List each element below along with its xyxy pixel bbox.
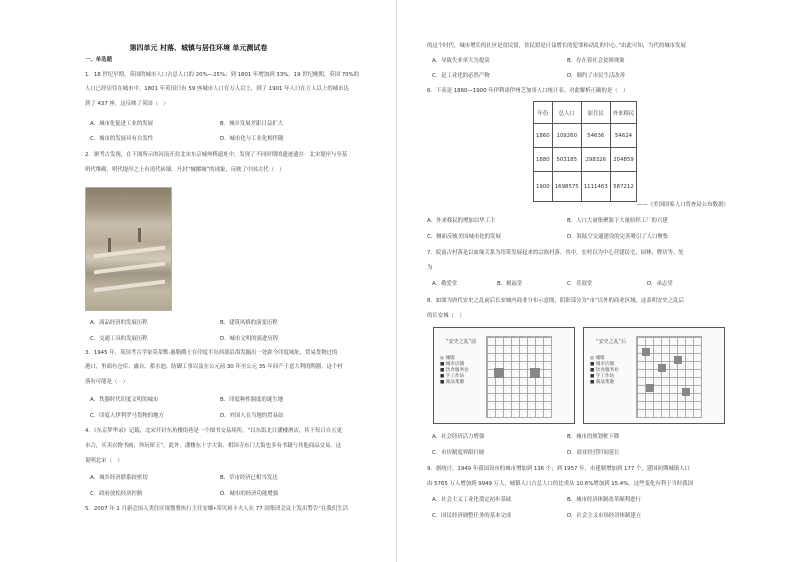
q8-option-d: D．商业经营时间延长 — [567, 450, 620, 456]
q3-line-2: 港口，里面有仓库、露台、蓄水池、防御工事以及在公元前 30 年至公元 35 年间产于意大利的陶器。这个村 — [85, 364, 343, 370]
table-header-total: 总人口 — [552, 102, 581, 124]
q3-line-3: 落有可能是（ ） — [85, 379, 129, 385]
chicago-population-table — [533, 101, 637, 202]
section-heading: 一、单选题 — [85, 57, 112, 63]
map-before-legend: ◎ 城墙 ■ 城市店铺 ■ 饮食服务业 ■ 手工作坊 ■ 商品集散 — [440, 356, 469, 385]
excavation-site-photo — [85, 187, 172, 311]
map-before-title: “安史之乱”前 — [446, 339, 477, 345]
q8-line-2: 的长安城（ ） — [427, 313, 465, 319]
q5-option-b: B．存在着社会贫困现象 — [567, 58, 625, 64]
q3-option-c: C．印度人伊利罗马货物的地方 — [90, 413, 164, 419]
q5-line-1: 5．2007 年 1 月新会国人类住区规划署执行主任安娜•蒂贝琼卡夫人在 77 国集团会议上发出警告“在我们生活 — [85, 506, 348, 512]
q6-line-1: 6．下表是 1860—1900 年伊利诺伊州芝加哥人口统计表。对此解析正确的是（ ） — [427, 88, 629, 94]
q6-option-d: D．海陆空交通建设的完善吸引了人口聚集 — [567, 234, 669, 240]
table-row: 1900 1698575 1111463 587212 — [534, 172, 637, 202]
q2-line-1: 2．据考古发现，在下图所示的河南开封北宋东京城州桥遗址中，发现了不同时期的遗迹遗存：北宋堤岸与至基 — [85, 152, 348, 158]
q9-line-1: 9．据统计，1949 年我国设市的城市增加到 136 个；到 1957 年，市建制增加到 177 个。建国初期城镇人口 — [427, 466, 690, 472]
q2-line-2: 明代堆砌，明代堤岸之上有清代砖墙。开封“城摞城”的现象，反映了中国古代（ ） — [85, 167, 285, 173]
table-header-native: 原住民 — [581, 102, 610, 124]
q3-option-d: D．外国人在当地的贸易站 — [220, 413, 284, 419]
right-page — [397, 0, 794, 562]
q7-option-a: A．敬爱堂 — [432, 281, 458, 287]
q2-option-b: B．建筑风格的演变历程 — [220, 320, 278, 326]
q1-option-c: C．城市的发展具有自发性 — [90, 136, 154, 142]
q5-option-d: D．制约了市民生活改善 — [567, 73, 626, 79]
q1-option-b: B．城乡发展差距日益扩大 — [220, 121, 283, 127]
q9-option-d: D．社会主义市场经济体制建立 — [567, 513, 642, 519]
q1-option-a: A．城市化促进工业的发展 — [90, 121, 153, 127]
table-row: 1880 503185 298326 204859 — [534, 148, 637, 172]
q2-option-d: D．城市文明的演进历程 — [220, 336, 279, 342]
q6-option-b: B．人口大量集聚源于大量纺织工厂的兴建 — [567, 218, 668, 224]
q6-option-c: C．侧面反映美国城市化的发展 — [427, 234, 501, 240]
map-before-rebellion — [433, 327, 575, 424]
q5-option-c: C．是工业化的必然产物 — [432, 73, 490, 79]
q9-option-c: C．国民经济调整任务的基本完成 — [432, 513, 512, 519]
q8-option-b: B．城市的规划框下降 — [567, 434, 620, 440]
q4-line-1: 4．《东京梦华录》记载，北宋开封东角楼街巷是一个图书交易场所，“以东街北日潘楼酒店，其下每日自五更 — [85, 428, 342, 434]
q7-line-1: 7．皖南古村落是以血缘关系为纽带发展起来的宗族村落。其中，宏村以为中心营建民宅、园林、牌坊等。处 — [427, 250, 684, 256]
q2-option-c: C．交通工具的发展历程 — [90, 336, 148, 342]
q4-option-d: D．城市的经济功能增强 — [220, 491, 279, 497]
table-header-year: 年份 — [534, 102, 553, 124]
q1-line-1: 1．18 世纪早期，英国的城市人口占总人口的 20%—25%；到 1801 年增加到 33%。19 世纪晚期，英国 70%的 — [85, 72, 360, 78]
exam-title: 第四单元 村落、城镇与居住环境 单元测试卷 — [129, 44, 268, 52]
table-header-immigrant: 外来移民 — [610, 102, 637, 124]
q6-source: ——《美国国家人口普查局公布数据》 — [637, 202, 729, 208]
map-after-legend: ◎ 城墙 ■ 城市店铺 ■ 饮食服务业 ■ 手工作坊 ■ 商品集散 — [590, 356, 619, 385]
q3-option-a: A．铁器时代印度文明的城市 — [90, 397, 159, 403]
q7-line-2: 为 — [427, 265, 433, 271]
q4-option-c: C．政府放松经济控制 — [90, 491, 143, 497]
q5-line-2: 的这个时代，城市增长的社区是贫民窟，贫民窟是日益增长的犯罪和动乱的中心。”由此可知，当代的城市发展 — [427, 43, 686, 49]
q8-line-1: 8．如图为唐代安史之乱前后长安城内商业分布示意图，阴影部分为“市”以外的商业区域。这表明安史之乱后 — [427, 298, 684, 304]
q9-option-b: B．城市经济体制改革顺利进行 — [567, 497, 641, 503]
q2-option-a: A．商品经济的发展历程 — [90, 320, 148, 326]
map-after-rebellion — [583, 327, 725, 424]
q8-option-a: A．社会经济活力增强 — [432, 434, 485, 440]
q7-option-b: B．履福堂 — [497, 281, 523, 287]
q4-option-a: A．城乡经济联系较密切 — [90, 475, 148, 481]
q7-option-d: D．承志堂 — [647, 281, 673, 287]
map-after-title: “安史之乱”后 — [596, 339, 627, 345]
q9-option-a: A．社会主义工业化奠定初步基础 — [432, 497, 512, 503]
q4-option-b: B．草市经济已相当发达 — [220, 475, 278, 481]
q1-line-3: 到了 437 座。这反映了英国（ ） — [85, 101, 169, 107]
q9-line-2: 由 5765 万人增加到 9949 万人，城镇人口占总人口的比重从 10.6%增加到 15.4%。这些变化有利于当时我国 — [427, 481, 694, 487]
q6-option-a: A．外来移民的增加以华工主 — [427, 218, 496, 224]
q8-option-c: C．市坊制度界限打破 — [432, 450, 485, 456]
table-row: 1860 109260 54636 54624 — [534, 124, 637, 148]
q3-line-1: 3．1945 年，英国考古学家莫蒂默·惠勒爵士在印度半岛西部沿海发掘出一处距今印度城址，贸易货物过的 — [85, 350, 338, 356]
q3-option-b: B．印度种姓制度的诞生地 — [220, 397, 283, 403]
q4-line-3: 说明北宋（ ） — [85, 458, 123, 464]
q1-option-d: D．城市化与工业化相伴随 — [220, 136, 284, 142]
q5-option-a: A．导致失业率大为提高 — [432, 58, 490, 64]
q7-option-c: C．乐叙堂 — [567, 281, 593, 287]
q1-line-2: 人口已经居住在城市中。1801 年英国只有 59 座城市人口在万人以上，到了 1901 年人口在万人以上的城市达 — [85, 86, 349, 92]
q4-line-2: 市合，买卖衣物书画、珍玩犀玉”。此外，潘楼东十字大街、相国寺东门大街也多有书籍与其他商品交易。这 — [85, 443, 342, 449]
